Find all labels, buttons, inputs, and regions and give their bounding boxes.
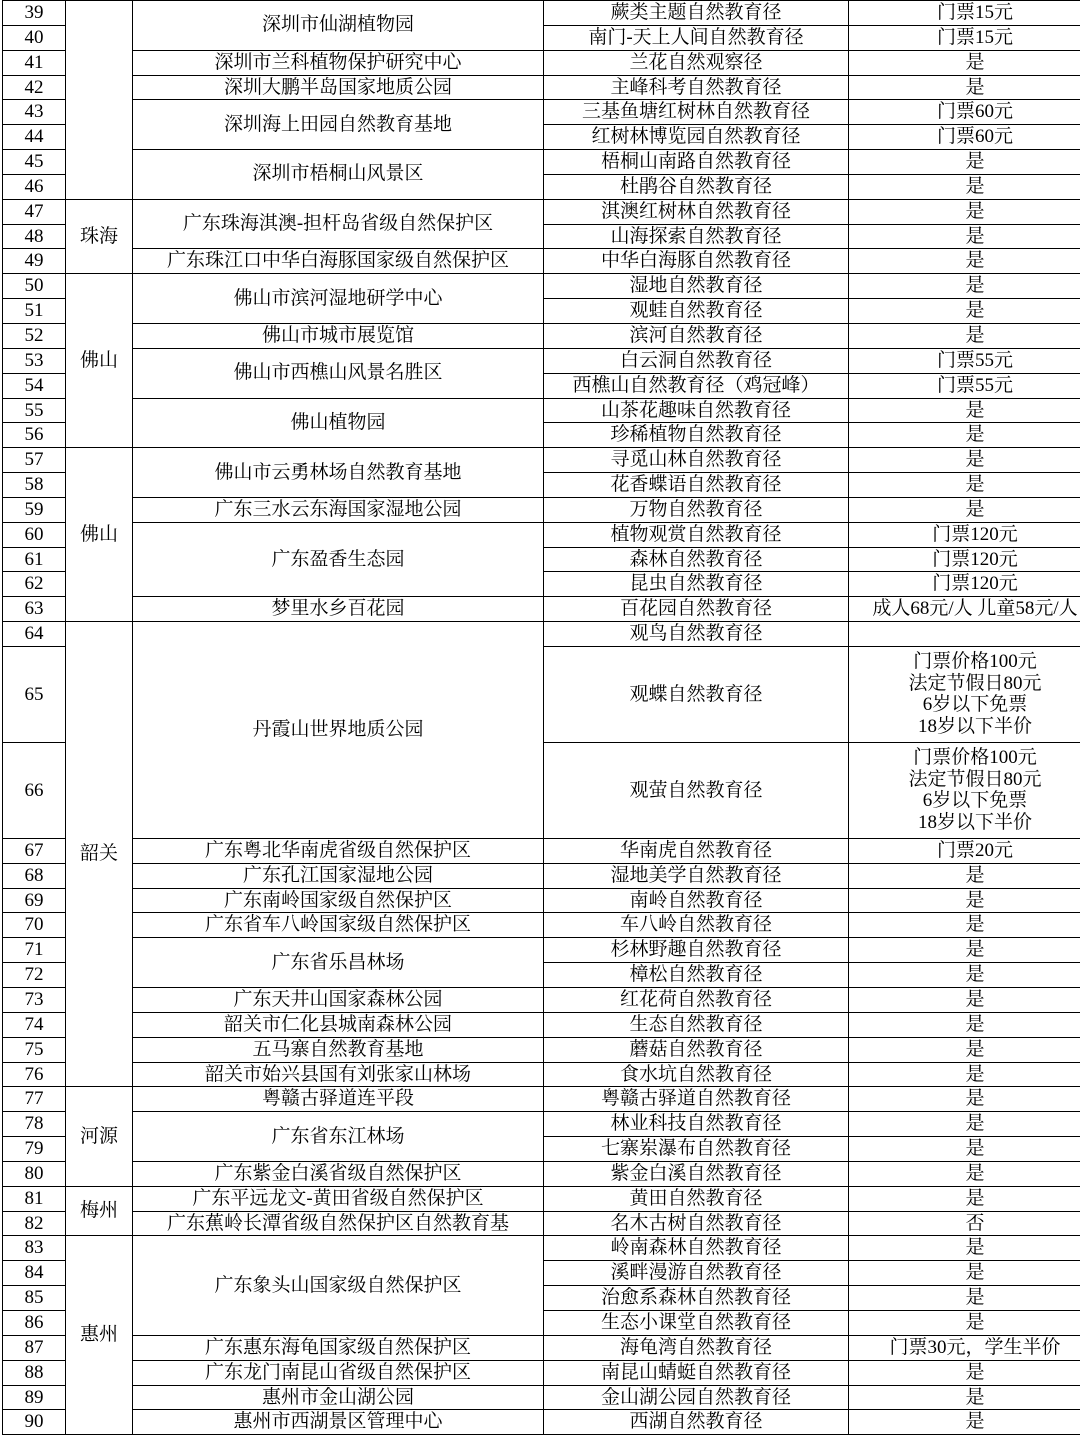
table-row: [3, 1360, 1080, 1385]
cell-trail-name: 蕨类主题自然教育径: [544, 1, 849, 26]
cell-index: 65: [3, 646, 66, 742]
table-row: [3, 1186, 1080, 1211]
cell-site-name: 佛山市云勇林场自然教育基地: [133, 448, 544, 498]
cell-trail-name: 三基鱼塘红树林自然教育径: [544, 100, 849, 125]
cell-site-name: 广东省乐昌林场: [133, 938, 544, 988]
cell-ticket-info: 是: [849, 448, 1080, 473]
cell-index: 76: [3, 1062, 66, 1087]
cell-site-name: 深圳大鹏半岛国家地质公园: [133, 75, 544, 100]
cell-index: 56: [3, 423, 66, 448]
cell-ticket-info: 是: [849, 150, 1080, 175]
cell-trail-name: 观萤自然教育径: [544, 742, 849, 838]
cell-trail-name: 黄田自然教育径: [544, 1186, 849, 1211]
cell-index: 54: [3, 373, 66, 398]
cell-trail-name: 观蛙自然教育径: [544, 299, 849, 324]
cell-city: 惠州: [66, 1236, 133, 1435]
cell-index: 63: [3, 597, 66, 622]
cell-index: 69: [3, 888, 66, 913]
cell-ticket-info: 否: [849, 1211, 1080, 1236]
cell-index: 86: [3, 1310, 66, 1335]
cell-site-name: 惠州市金山湖公园: [133, 1385, 544, 1410]
cell-ticket-info: 门票15元: [849, 1, 1080, 26]
cell-ticket-info: [849, 742, 1080, 838]
cell-ticket-info: 门票55元: [849, 373, 1080, 398]
cell-trail-name: 西湖自然教育径: [544, 1410, 849, 1435]
cell-trail-name: 山茶花趣味自然教育径: [544, 398, 849, 423]
cell-index: 51: [3, 299, 66, 324]
table-row: [3, 988, 1080, 1013]
cell-index: 44: [3, 125, 66, 150]
ticket-info-line: 法定节假日80元: [851, 673, 1080, 695]
cell-ticket-info: [849, 646, 1080, 742]
cell-index: 81: [3, 1186, 66, 1211]
cell-index: 83: [3, 1236, 66, 1261]
cell-city: 河源: [66, 1087, 133, 1186]
cell-trail-name: 林业科技自然教育径: [544, 1112, 849, 1137]
table-row: [3, 1112, 1080, 1137]
cell-ticket-info: 门票15元: [849, 25, 1080, 50]
cell-site-name: 广东龙门南昆山省级自然保护区: [133, 1360, 544, 1385]
cell-site-name: 深圳市梧桐山风景区: [133, 150, 544, 200]
cell-trail-name: 南岭自然教育径: [544, 888, 849, 913]
cell-index: 43: [3, 100, 66, 125]
ticket-info-line: 6岁以下免票: [851, 694, 1080, 716]
cell-index: 73: [3, 988, 66, 1013]
cell-site-name: 广东象头山国家级自然保护区: [133, 1236, 544, 1335]
cell-trail-name: 紫金白溪自然教育径: [544, 1161, 849, 1186]
cell-index: 39: [3, 1, 66, 26]
cell-ticket-info: 是: [849, 1087, 1080, 1112]
cell-index: 61: [3, 547, 66, 572]
cell-site-name: 深圳市兰科植物保护研究中心: [133, 50, 544, 75]
table-row: [3, 249, 1080, 274]
cell-index: 79: [3, 1137, 66, 1162]
cell-index: 58: [3, 473, 66, 498]
cell-trail-name: 海龟湾自然教育径: [544, 1335, 849, 1360]
cell-ticket-info: 是: [849, 497, 1080, 522]
cell-site-name: 粤赣古驿道连平段: [133, 1087, 544, 1112]
cell-ticket-info: 是: [849, 323, 1080, 348]
cell-index: 75: [3, 1037, 66, 1062]
cell-trail-name: 生态小课堂自然教育径: [544, 1310, 849, 1335]
cell-ticket-info: 是: [849, 398, 1080, 423]
table-row: [3, 938, 1080, 963]
cell-city: [66, 1, 133, 200]
cell-ticket-info: 是: [849, 199, 1080, 224]
cell-trail-name: 珍稀植物自然教育径: [544, 423, 849, 448]
cell-index: 90: [3, 1410, 66, 1435]
cell-index: 67: [3, 838, 66, 863]
table-row: [3, 838, 1080, 863]
cell-site-name: 广东天井山国家森林公园: [133, 988, 544, 1013]
nature-education-trails-table: [2, 0, 1080, 1435]
cell-trail-name: 寻觅山林自然教育径: [544, 448, 849, 473]
table-row: [3, 1087, 1080, 1112]
cell-ticket-info: 是: [849, 1161, 1080, 1186]
cell-trail-name: 杜鹃谷自然教育径: [544, 174, 849, 199]
table-row: [3, 1385, 1080, 1410]
cell-ticket-info: 是: [849, 75, 1080, 100]
cell-trail-name: 白云洞自然教育径: [544, 348, 849, 373]
cell-trail-name: 治愈系森林自然教育径: [544, 1286, 849, 1311]
cell-trail-name: 七寨岽瀑布自然教育径: [544, 1137, 849, 1162]
cell-trail-name: 植物观赏自然教育径: [544, 522, 849, 547]
cell-site-name: 广东粤北华南虎省级自然保护区: [133, 838, 544, 863]
table-row: [3, 1062, 1080, 1087]
cell-trail-name: 滨河自然教育径: [544, 323, 849, 348]
cell-site-name: 佛山市城市展览馆: [133, 323, 544, 348]
cell-index: 45: [3, 150, 66, 175]
cell-trail-name: 观鸟自然教育径: [544, 622, 849, 647]
cell-index: 78: [3, 1112, 66, 1137]
cell-trail-name: 名木古树自然教育径: [544, 1211, 849, 1236]
cell-ticket-info: 是: [849, 863, 1080, 888]
cell-index: 72: [3, 963, 66, 988]
table-row: [3, 1012, 1080, 1037]
cell-trail-name: 车八岭自然教育径: [544, 913, 849, 938]
cell-trail-name: 食水坑自然教育径: [544, 1062, 849, 1087]
cell-ticket-info: 是: [849, 1360, 1080, 1385]
cell-trail-name: 森林自然教育径: [544, 547, 849, 572]
cell-ticket-info: 门票55元: [849, 348, 1080, 373]
cell-site-name: 五马寨自然教育基地: [133, 1037, 544, 1062]
cell-site-name: 广东孔江国家湿地公园: [133, 863, 544, 888]
cell-index: 60: [3, 522, 66, 547]
cell-site-name: 深圳市仙湖植物园: [133, 1, 544, 51]
cell-index: 62: [3, 572, 66, 597]
cell-ticket-info: 是: [849, 1012, 1080, 1037]
cell-index: 77: [3, 1087, 66, 1112]
cell-ticket-info: 是: [849, 1137, 1080, 1162]
cell-index: 82: [3, 1211, 66, 1236]
cell-trail-name: 生态自然教育径: [544, 1012, 849, 1037]
table-row: [3, 348, 1080, 373]
table-row: [3, 150, 1080, 175]
cell-index: 80: [3, 1161, 66, 1186]
cell-trail-name: 中华白海豚自然教育径: [544, 249, 849, 274]
table-row: [3, 863, 1080, 888]
cell-index: 46: [3, 174, 66, 199]
cell-ticket-info: 成人68元/人 儿童58元/人: [849, 597, 1080, 622]
cell-index: 50: [3, 274, 66, 299]
cell-trail-name: 兰花自然观察径: [544, 50, 849, 75]
cell-trail-name: 观蝶自然教育径: [544, 646, 849, 742]
cell-site-name: 韶关市始兴县国有刘张家山林场: [133, 1062, 544, 1087]
table-row: [3, 1, 1080, 26]
cell-ticket-info: 是: [849, 224, 1080, 249]
cell-trail-name: 蘑菇自然教育径: [544, 1037, 849, 1062]
cell-ticket-info: 是: [849, 423, 1080, 448]
cell-trail-name: 南昆山蜻蜓自然教育径: [544, 1360, 849, 1385]
cell-ticket-info: 是: [849, 174, 1080, 199]
cell-ticket-info: 是: [849, 274, 1080, 299]
cell-ticket-info: 是: [849, 963, 1080, 988]
table-row: [3, 100, 1080, 125]
cell-index: 42: [3, 75, 66, 100]
cell-ticket-info: 是: [849, 1310, 1080, 1335]
cell-index: 41: [3, 50, 66, 75]
table-row: [3, 597, 1080, 622]
cell-ticket-info: 是: [849, 1236, 1080, 1261]
cell-index: 53: [3, 348, 66, 373]
cell-site-name: 广东惠东海龟国家级自然保护区: [133, 1335, 544, 1360]
table-row: [3, 497, 1080, 522]
table-row: [3, 398, 1080, 423]
ticket-info-line: 门票价格100元: [851, 747, 1080, 769]
table-row: [3, 448, 1080, 473]
cell-site-name: 广东省东江林场: [133, 1112, 544, 1162]
ticket-info-line: 18岁以下半价: [851, 812, 1080, 834]
cell-ticket-info: 是: [849, 1286, 1080, 1311]
cell-ticket-info: 是: [849, 1037, 1080, 1062]
cell-index: 85: [3, 1286, 66, 1311]
cell-ticket-info: 是: [849, 888, 1080, 913]
cell-index: 66: [3, 742, 66, 838]
cell-site-name: 丹霞山世界地质公园: [133, 622, 544, 839]
cell-index: 84: [3, 1261, 66, 1286]
cell-ticket-info: 是: [849, 299, 1080, 324]
cell-ticket-info: 是: [849, 1410, 1080, 1435]
cell-ticket-info: 是: [849, 473, 1080, 498]
cell-ticket-info: 是: [849, 1112, 1080, 1137]
table-row: [3, 1335, 1080, 1360]
table-row: [3, 274, 1080, 299]
cell-trail-name: 粤赣古驿道自然教育径: [544, 1087, 849, 1112]
cell-ticket-info: 门票60元: [849, 125, 1080, 150]
cell-index: 48: [3, 224, 66, 249]
cell-ticket-info: 门票120元: [849, 547, 1080, 572]
table-row: [3, 1236, 1080, 1261]
ticket-info-line: 门票价格100元: [851, 651, 1080, 673]
cell-site-name: 佛山植物园: [133, 398, 544, 448]
cell-city: 韶关: [66, 622, 133, 1087]
table-row: [3, 1161, 1080, 1186]
cell-site-name: 广东蕉岭长潭省级自然保护区自然教育基: [133, 1211, 544, 1236]
cell-ticket-info: 门票120元: [849, 572, 1080, 597]
cell-index: 70: [3, 913, 66, 938]
cell-site-name: 佛山市西樵山风景名胜区: [133, 348, 544, 398]
cell-site-name: 广东平远龙文-黄田省级自然保护区: [133, 1186, 544, 1211]
table-row: [3, 1037, 1080, 1062]
cell-index: 49: [3, 249, 66, 274]
cell-site-name: 广东三水云东海国家湿地公园: [133, 497, 544, 522]
table-row: [3, 50, 1080, 75]
cell-city: 佛山: [66, 448, 133, 622]
cell-index: 55: [3, 398, 66, 423]
cell-site-name: 广东珠江口中华白海豚国家级自然保护区: [133, 249, 544, 274]
cell-ticket-info: 是: [849, 249, 1080, 274]
ticket-info-line: 法定节假日80元: [851, 769, 1080, 791]
table-row: [3, 323, 1080, 348]
cell-site-name: 广东南岭国家级自然保护区: [133, 888, 544, 913]
cell-ticket-info: [849, 622, 1080, 647]
cell-ticket-info: 是: [849, 938, 1080, 963]
cell-site-name: 惠州市西湖景区管理中心: [133, 1410, 544, 1435]
cell-trail-name: 湿地自然教育径: [544, 274, 849, 299]
cell-trail-name: 万物自然教育径: [544, 497, 849, 522]
cell-site-name: 广东省车八岭国家级自然保护区: [133, 913, 544, 938]
cell-index: 68: [3, 863, 66, 888]
ticket-info-lines: [851, 747, 1080, 834]
cell-trail-name: 金山湖公园自然教育径: [544, 1385, 849, 1410]
cell-trail-name: 华南虎自然教育径: [544, 838, 849, 863]
cell-trail-name: 红树林博览园自然教育径: [544, 125, 849, 150]
cell-ticket-info: 是: [849, 1385, 1080, 1410]
cell-ticket-info: 是: [849, 988, 1080, 1013]
cell-index: 87: [3, 1335, 66, 1360]
ticket-info-lines: [851, 651, 1080, 738]
table-row: [3, 913, 1080, 938]
cell-index: 47: [3, 199, 66, 224]
ticket-info-line: 6岁以下免票: [851, 790, 1080, 812]
cell-ticket-info: 门票60元: [849, 100, 1080, 125]
ticket-info-line: 18岁以下半价: [851, 716, 1080, 738]
cell-ticket-info: 是: [849, 1186, 1080, 1211]
cell-index: 52: [3, 323, 66, 348]
cell-trail-name: 南门-天上人间自然教育径: [544, 25, 849, 50]
cell-trail-name: 昆虫自然教育径: [544, 572, 849, 597]
table-row: [3, 1211, 1080, 1236]
cell-index: 40: [3, 25, 66, 50]
cell-trail-name: 山海探索自然教育径: [544, 224, 849, 249]
cell-city: 佛山: [66, 274, 133, 448]
table-row: [3, 75, 1080, 100]
cell-index: 88: [3, 1360, 66, 1385]
cell-trail-name: 花香蝶语自然教育径: [544, 473, 849, 498]
table-row: [3, 199, 1080, 224]
cell-trail-name: 百花园自然教育径: [544, 597, 849, 622]
table-row: [3, 522, 1080, 547]
cell-trail-name: 西樵山自然教育径（鸡冠峰）: [544, 373, 849, 398]
cell-trail-name: 红花荷自然教育径: [544, 988, 849, 1013]
cell-site-name: 广东盈香生态园: [133, 522, 544, 597]
cell-index: 64: [3, 622, 66, 647]
cell-city: 梅州: [66, 1186, 133, 1236]
cell-site-name: 韶关市仁化县城南森林公园: [133, 1012, 544, 1037]
cell-trail-name: 溪畔漫游自然教育径: [544, 1261, 849, 1286]
cell-index: 89: [3, 1385, 66, 1410]
cell-trail-name: 杉林野趣自然教育径: [544, 938, 849, 963]
cell-trail-name: 岭南森林自然教育径: [544, 1236, 849, 1261]
table-row: [3, 888, 1080, 913]
cell-index: 74: [3, 1012, 66, 1037]
cell-trail-name: 樟松自然教育径: [544, 963, 849, 988]
cell-site-name: 深圳海上田园自然教育基地: [133, 100, 544, 150]
cell-site-name: 梦里水乡百花园: [133, 597, 544, 622]
cell-site-name: 佛山市滨河湿地研学中心: [133, 274, 544, 324]
cell-trail-name: 梧桐山南路自然教育径: [544, 150, 849, 175]
cell-city: 珠海: [66, 199, 133, 274]
cell-trail-name: 湿地美学自然教育径: [544, 863, 849, 888]
cell-index: 59: [3, 497, 66, 522]
cell-trail-name: 淇澳红树林自然教育径: [544, 199, 849, 224]
cell-ticket-info: 是: [849, 1261, 1080, 1286]
table-row: [3, 1410, 1080, 1435]
cell-ticket-info: 是: [849, 50, 1080, 75]
cell-site-name: 广东紫金白溪省级自然保护区: [133, 1161, 544, 1186]
cell-ticket-info: 门票20元: [849, 838, 1080, 863]
table-row: [3, 622, 1080, 647]
cell-index: 71: [3, 938, 66, 963]
cell-site-name: 广东珠海淇澳-担杆岛省级自然保护区: [133, 199, 544, 249]
cell-ticket-info: 门票30元，学生半价: [849, 1335, 1080, 1360]
cell-ticket-info: 是: [849, 913, 1080, 938]
cell-ticket-info: 是: [849, 1062, 1080, 1087]
table-body: [3, 1, 1080, 1435]
cell-index: 57: [3, 448, 66, 473]
cell-ticket-info: 门票120元: [849, 522, 1080, 547]
cell-trail-name: 主峰科考自然教育径: [544, 75, 849, 100]
